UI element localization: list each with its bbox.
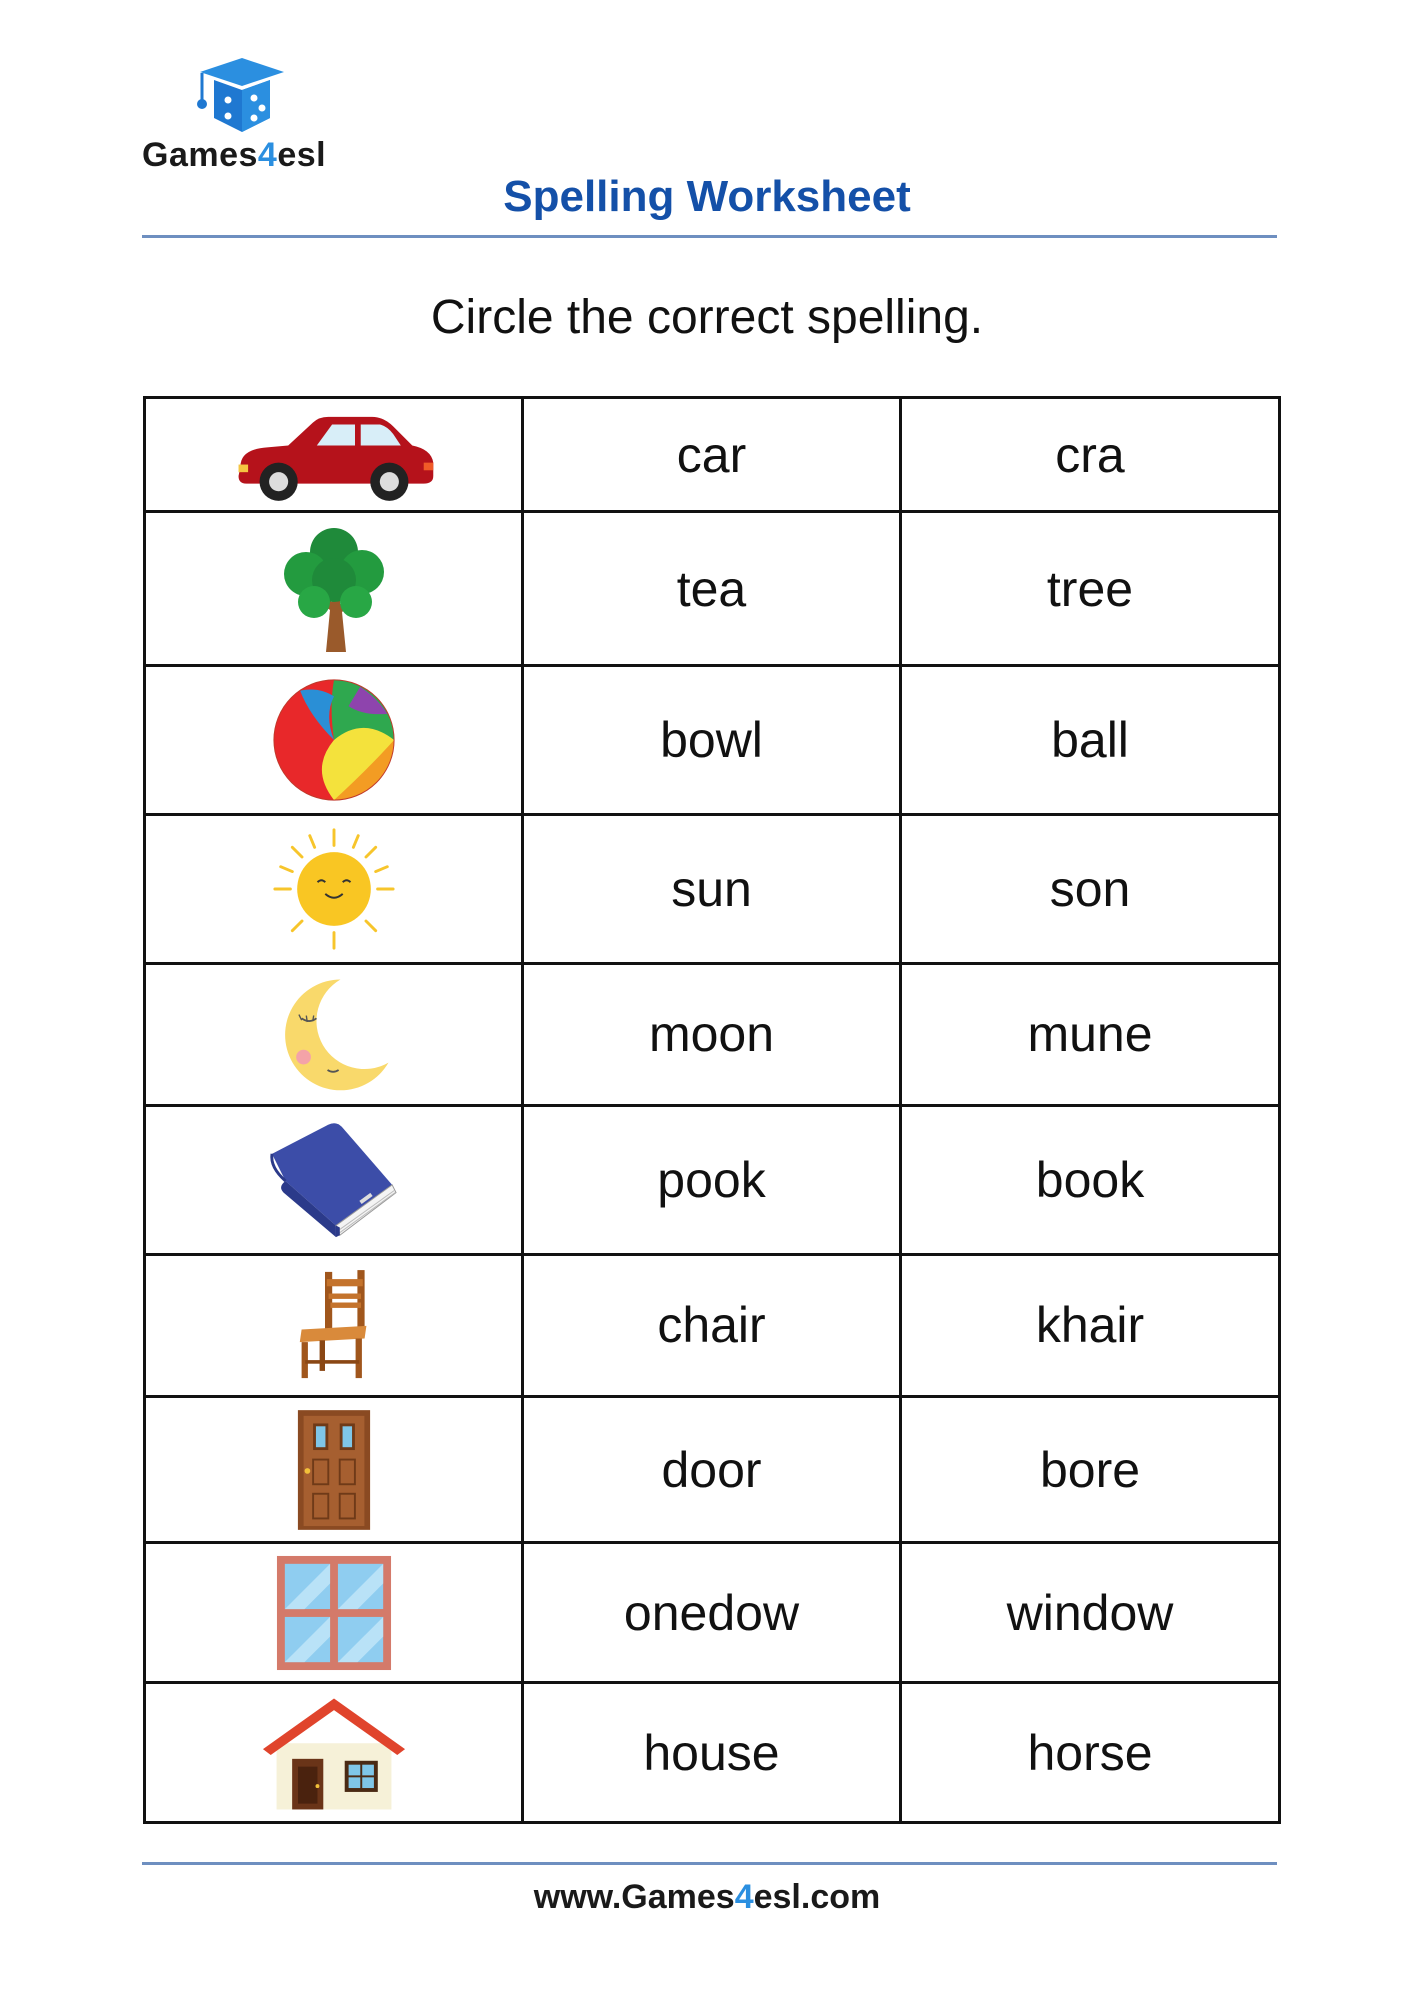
spelling-option-a[interactable]: tea	[523, 512, 901, 666]
graduation-dice-icon	[192, 56, 292, 136]
spelling-option-b[interactable]: mune	[901, 963, 1280, 1105]
spelling-option-b[interactable]: window	[901, 1543, 1280, 1683]
spelling-option-a[interactable]: pook	[523, 1105, 901, 1254]
table-row	[145, 1396, 1280, 1543]
window-icon	[275, 1554, 393, 1672]
door-icon	[296, 1408, 372, 1532]
spelling-option-a[interactable]: onedow	[523, 1543, 901, 1683]
moon-icon	[274, 974, 394, 1094]
table-row	[145, 512, 1280, 666]
house-icon	[261, 1694, 407, 1812]
spelling-option-a[interactable]: bowl	[523, 665, 901, 814]
brand-logo-text: Games4esl	[142, 136, 327, 174]
picture-cell	[145, 398, 523, 512]
spelling-table	[143, 396, 1281, 1824]
spelling-option-b[interactable]: bore	[901, 1396, 1280, 1543]
picture-cell	[145, 1254, 523, 1396]
table-row	[145, 1254, 1280, 1396]
book-icon	[266, 1117, 402, 1243]
spelling-option-b[interactable]: son	[901, 814, 1280, 963]
spelling-option-a[interactable]: sun	[523, 814, 901, 963]
worksheet-title: Spelling Worksheet	[503, 172, 911, 221]
chair-icon	[289, 1265, 379, 1385]
car-icon	[229, 407, 439, 503]
spelling-option-b[interactable]: book	[901, 1105, 1280, 1254]
picture-cell	[145, 1105, 523, 1254]
sun-icon	[271, 826, 397, 952]
header-divider	[142, 235, 1277, 238]
spelling-option-b[interactable]: ball	[901, 665, 1280, 814]
picture-cell	[145, 665, 523, 814]
instruction-text: Circle the correct spelling.	[430, 291, 984, 344]
picture-cell	[145, 814, 523, 963]
ball-icon	[271, 677, 397, 803]
spelling-option-b[interactable]: cra	[901, 398, 1280, 512]
picture-cell	[145, 1396, 523, 1543]
table-row	[145, 665, 1280, 814]
spelling-option-b[interactable]: tree	[901, 512, 1280, 666]
picture-cell	[145, 1543, 523, 1683]
picture-cell	[145, 963, 523, 1105]
table-row	[145, 1683, 1280, 1823]
table-row	[145, 963, 1280, 1105]
table-row	[145, 1543, 1280, 1683]
spelling-option-b[interactable]: horse	[901, 1683, 1280, 1823]
spelling-option-a[interactable]: moon	[523, 963, 901, 1105]
table-row	[145, 814, 1280, 963]
picture-cell	[145, 1683, 523, 1823]
tree-icon	[274, 524, 394, 654]
footer-divider	[142, 1862, 1277, 1865]
table-row	[145, 1105, 1280, 1254]
brand-logo	[142, 56, 342, 186]
spelling-option-a[interactable]: car	[523, 398, 901, 512]
footer-url[interactable]: www.Games4esl.com	[533, 1878, 881, 1916]
spelling-option-a[interactable]: chair	[523, 1254, 901, 1396]
spelling-option-b[interactable]: khair	[901, 1254, 1280, 1396]
picture-cell	[145, 512, 523, 666]
spelling-option-a[interactable]: house	[523, 1683, 901, 1823]
spelling-option-a[interactable]: door	[523, 1396, 901, 1543]
table-row	[145, 398, 1280, 512]
